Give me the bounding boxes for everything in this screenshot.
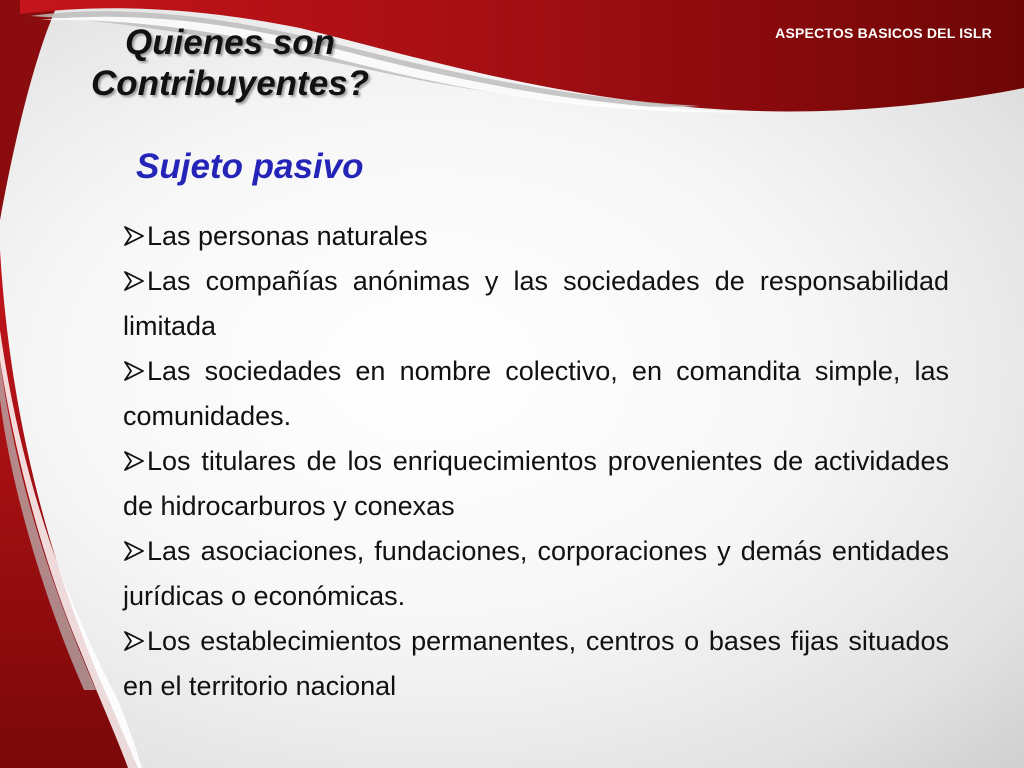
bullet-list <box>123 214 949 709</box>
slide-subtitle: Sujeto pasivo <box>136 147 364 186</box>
bullet-text: Las asociaciones, fundaciones, corporaciones y demás entidades jurídicas o económicas. <box>123 536 949 611</box>
arrow-bullet-icon <box>123 270 145 292</box>
bullet-item <box>123 439 949 529</box>
arrow-bullet-icon <box>123 225 145 247</box>
bullet-text: Las compañías anónimas y las sociedades de responsabilidad limitada <box>123 266 949 341</box>
bullet-item <box>123 214 949 259</box>
header-label: ASPECTOS BASICOS DEL ISLR <box>775 25 992 41</box>
bullet-item <box>123 259 949 349</box>
arrow-bullet-icon <box>123 450 145 472</box>
bullet-text: Las personas naturales <box>147 221 428 251</box>
arrow-bullet-icon <box>123 540 145 562</box>
slide-title <box>40 22 420 104</box>
bullet-item <box>123 529 949 619</box>
bullet-text: Las sociedades en nombre colectivo, en comandita simple, las comunidades. <box>123 356 949 431</box>
title-line-2: Contribuyentes? <box>90 64 370 103</box>
bullet-item <box>123 349 949 439</box>
title-line-1: Quienes son <box>124 23 336 62</box>
bullet-text: Los titulares de los enriquecimientos provenientes de actividades de hidrocarburos y conexas <box>123 446 949 521</box>
bullet-item <box>123 619 949 709</box>
arrow-bullet-icon <box>123 360 145 382</box>
arrow-bullet-icon <box>123 630 145 652</box>
bullet-text: Los establecimientos permanentes, centros o bases fijas situados en el territorio nacional <box>123 626 949 701</box>
